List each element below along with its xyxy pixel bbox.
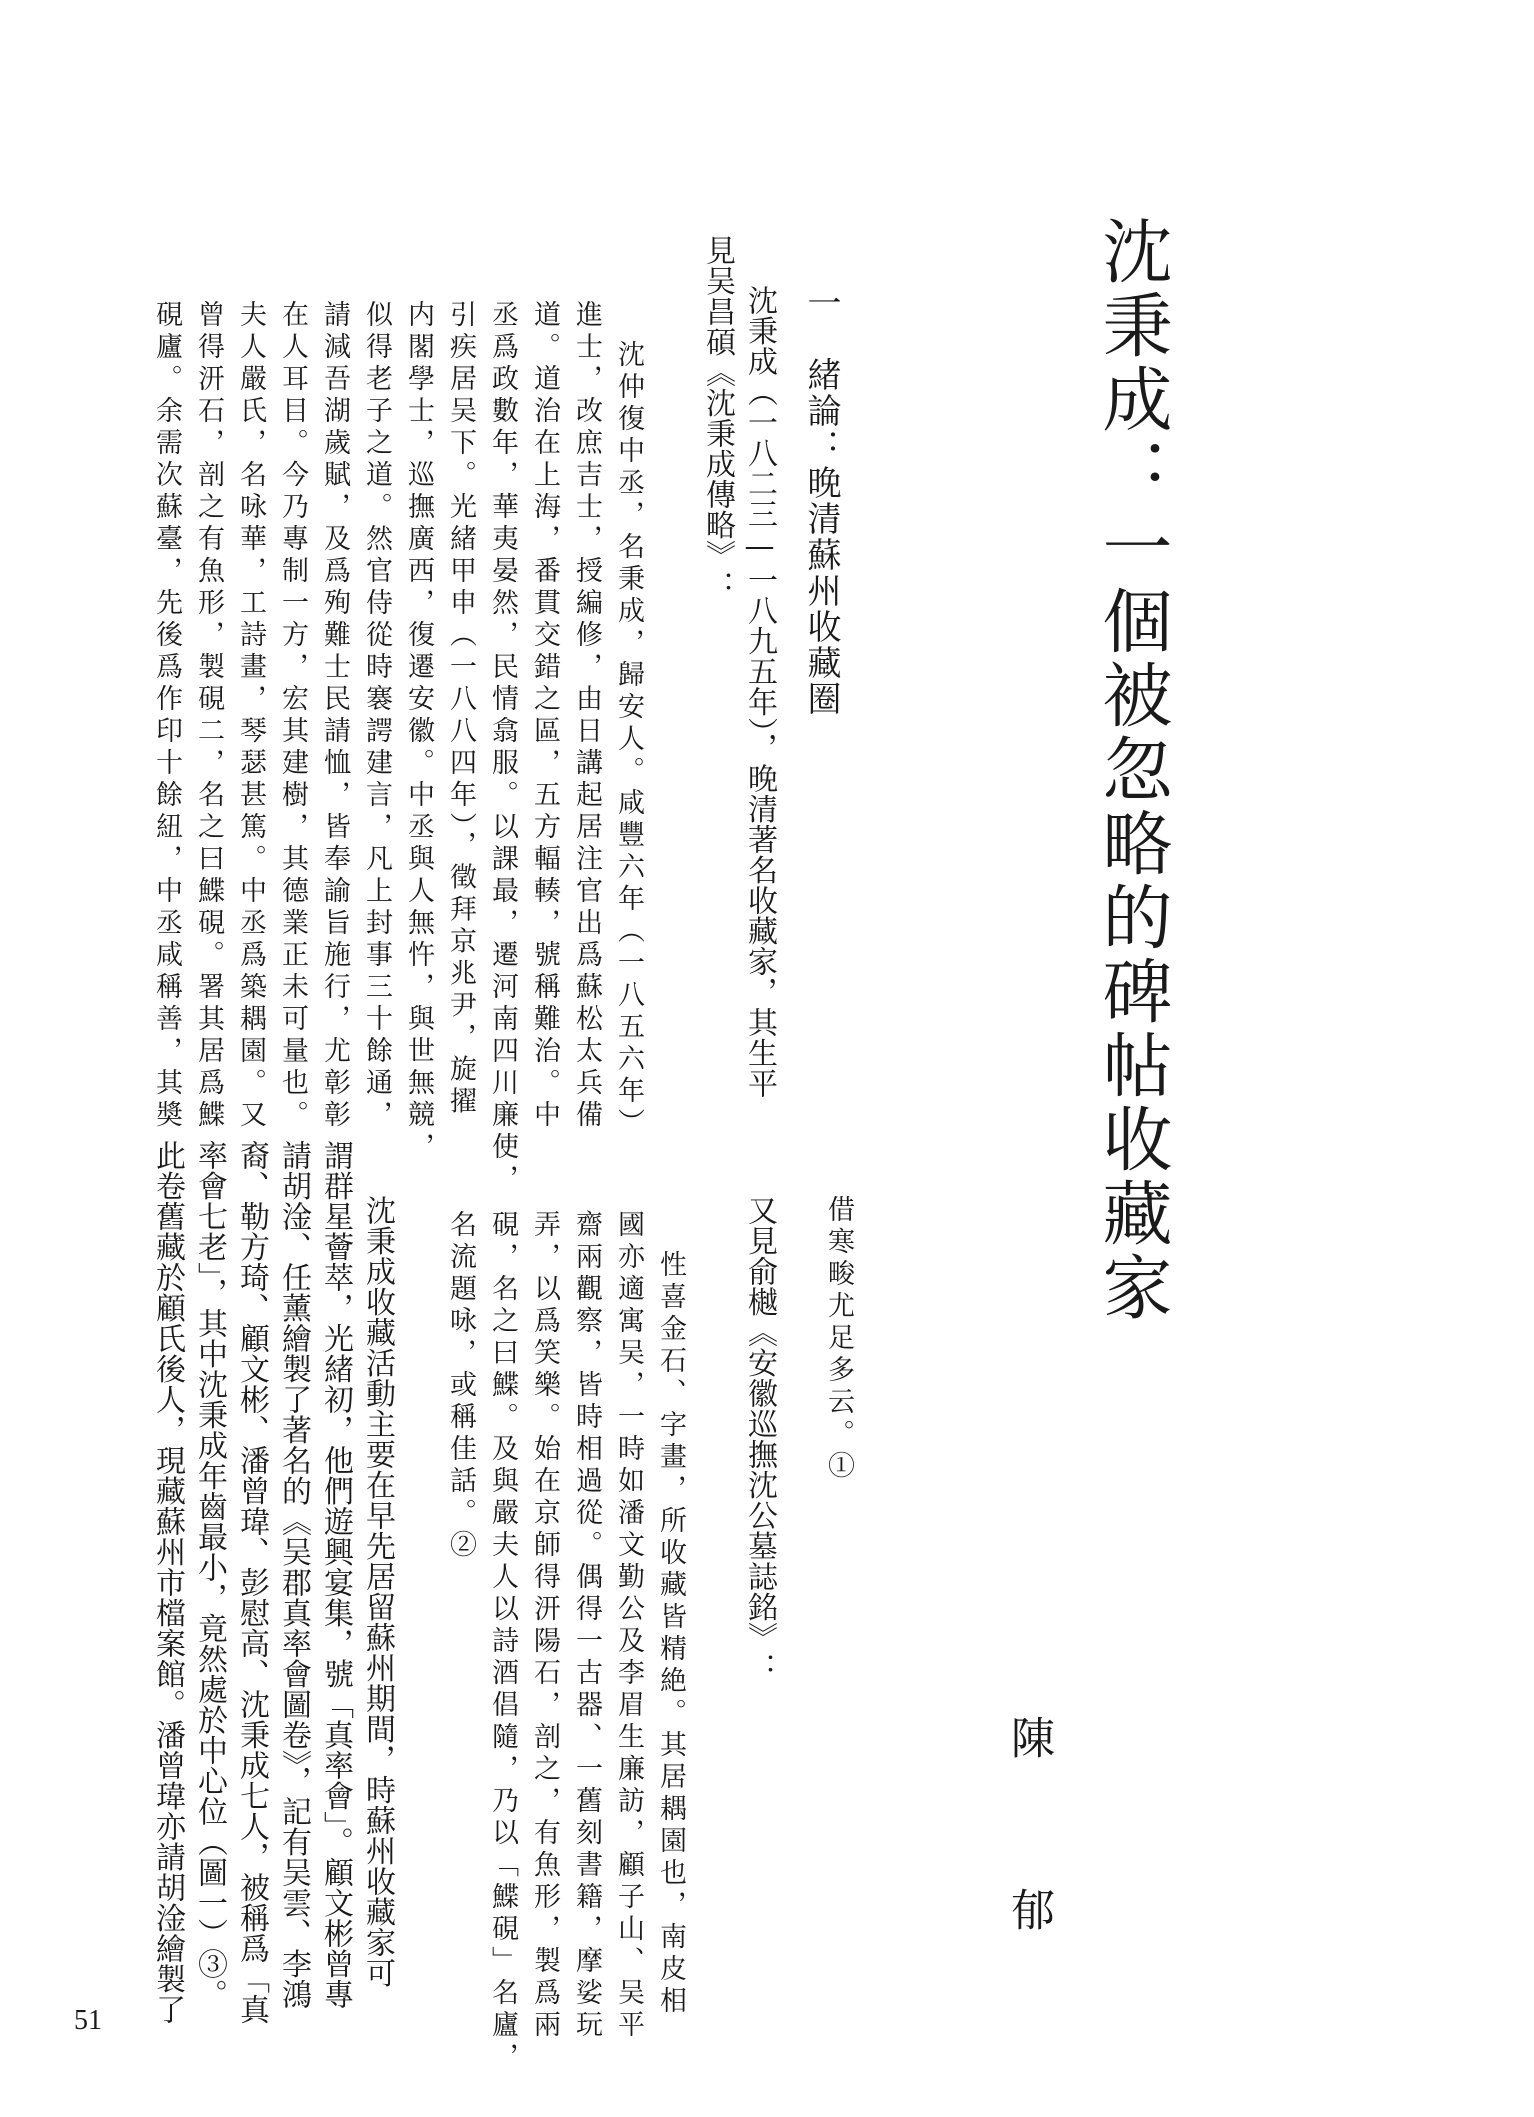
body-line: 請胡淦、任薰繪製了著名的《吴郡真率會圖卷》，記有吴雲、李鴻 — [276, 1140, 311, 2010]
quote-line: 引疾居吴下。光緒甲申（一八八四年），徵拜京兆尹，旋擢 — [445, 300, 476, 1119]
quote-line: 在人耳目。今乃專制一方，宏其建樹，其德業正未可量也。 — [277, 300, 308, 1132]
quote-line: 夫人嚴氏，名咏華，工詩畫，琴瑟甚篤。中丞爲築耦園。又 — [235, 300, 266, 1132]
quote-line: 丞爲政數年，華夷晏然，民情翕服。以課最，遷河南四川廉使， — [487, 300, 518, 1196]
quote-line: 硯廬。余需次蘇臺，先後爲作印十餘紐，中丞咸稱善，其奬 — [151, 300, 182, 1132]
quote-line: 進士，改庶吉士，授編修，由日講起居注官出爲蘇松太兵備 — [571, 300, 602, 1132]
intro-line: 見吴昌碩《沈秉成傳略》： — [700, 235, 735, 601]
body-line: 沈秉成收藏活動主要在早先居留蘇州期間，時蘇州收藏家可 — [360, 1195, 395, 1988]
intro-line: 沈秉成（一八二三—一八九五年），晚清著名收藏家，其生平 — [742, 285, 777, 1099]
quote-line: 沈仲復中丞，名秉成，歸安人。咸豐六年（一八五六年） — [613, 340, 644, 1140]
article-title: 沈秉成：一個被忽略的碑帖收藏家 — [1091, 215, 1173, 1325]
quote-line: 借寒畯尤足多云。① — [823, 1195, 854, 1483]
quote-line: 國亦適寓吴，一時如潘文勤公及李眉生廉訪，顧子山、吴平 — [613, 1210, 644, 2042]
quote-line: 性喜金石、字畫，所收藏皆精絶。其居耦園也，南皮相 — [655, 1250, 686, 2018]
quote-line: 曾得汧石，剖之有魚形，製硯二，名之曰鰈硯。署其居爲鰈 — [193, 300, 224, 1132]
quote-line: 請減吾湖歲賦，及爲殉難士民請恤，皆奉諭旨施行，尤彰彰 — [319, 300, 350, 1132]
quote-line: 名流題咏，或稱佳話。② — [445, 1210, 476, 1562]
quote-line: 似得老子之道。然官侍從時褰諤建言，凡上封事三十餘通， — [361, 300, 392, 1132]
quote-line: 齋兩觀察，皆時相過從。偶得一古器、一舊刻書籍，摩娑玩 — [571, 1210, 602, 2042]
section-heading: 一 緒論：晚清蘇州收藏圈 — [801, 285, 841, 717]
quote-line: 硯，名之曰鰈。及與嚴夫人以詩酒倡隨，乃以「鰈硯」名廬， — [487, 1210, 518, 2074]
intro-line: 又見俞樾《安徽巡撫沈公墓誌銘》： — [742, 1195, 777, 1683]
author-name: 陳 郁 — [1003, 1715, 1054, 1973]
body-line: 謂群星薈萃，光緒初，他們遊興宴集，號「真率會」。顧文彬曾專 — [318, 1140, 353, 2010]
quote-line: 弄，以爲笑樂。始在京師得汧陽石，剖之，有魚形，製爲兩 — [529, 1210, 560, 2042]
page-number: 51 — [74, 2005, 102, 2036]
body-line: 率會七老」，其中沈秉成年齒最小，竟然處於中心位（圖一）③。 — [192, 1140, 227, 2010]
quote-line: 内閣學士，巡撫廣西，復遷安徽。中丞與人無忤，與世無競， — [403, 300, 434, 1164]
quote-line: 道。道治在上海，番貫交錯之區，五方輻輳，號稱難治。中 — [529, 300, 560, 1132]
body-line: 此卷舊藏於顧氏後人，現藏蘇州市檔案館。潘曾瑋亦請胡淦繪製了 — [150, 1140, 185, 2025]
body-line: 裔、勒方琦、顧文彬、潘曾瑋、彭慰高、沈秉成七人，被稱爲「真 — [234, 1140, 269, 2025]
